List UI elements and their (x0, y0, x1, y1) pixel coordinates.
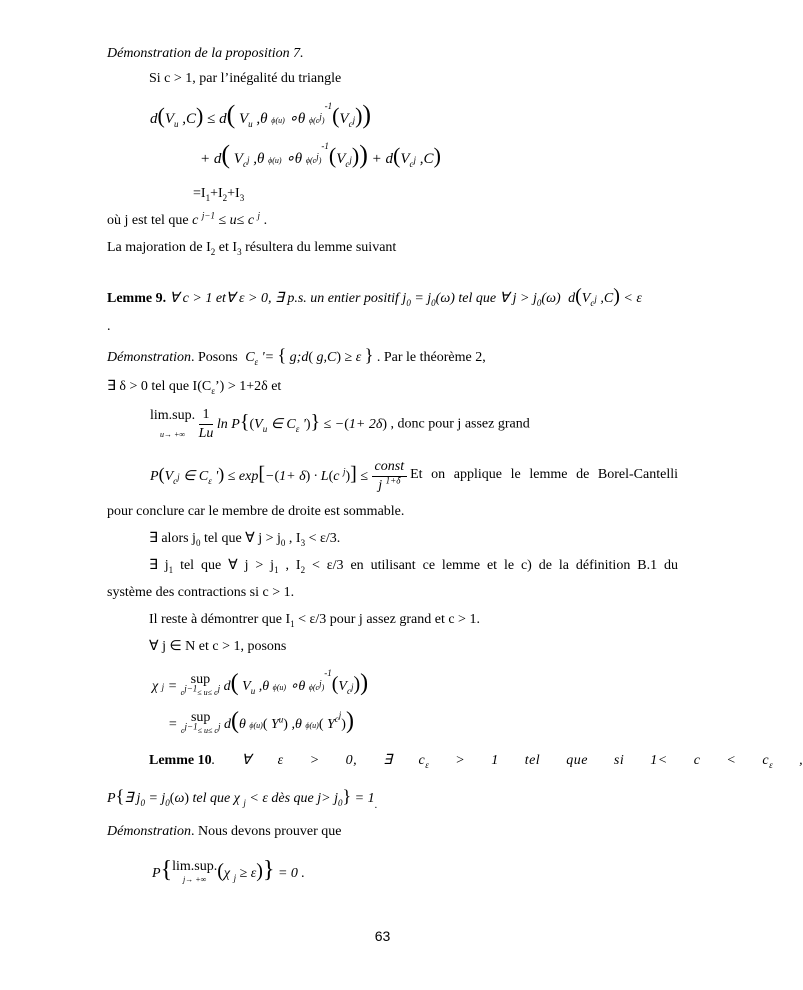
demonstration-posons: Démonstration. Posons $C_\varepsilon$ '= { g;d( g,C) ≥ ε } . Par le théorème 2, (107, 345, 486, 367)
borel-equation: $P(V_{c^j}$ ∈ $C_\varepsilon$ ') ≤ exp[−(1+ δ) · L(c $^j$)] ≤ const j $^{1+\delta}$ (150, 458, 407, 495)
sum-line: $=I_1+I_2+I_3$ (193, 186, 245, 203)
forall-j: ∀ j ∈ N et c > 1, posons (149, 639, 287, 654)
page-number: 63 (374, 928, 391, 944)
lemma-10-probability: P{∃ $j_0 = j_0(\omega)$ tel que χ $_j$ < ε dès que $j> j_0\} = 1_.$ (107, 786, 378, 811)
section-heading: Démonstration de la proposition 7. (107, 46, 304, 61)
where-j: où j est tel que c $^{j-1}$ ≤ u≤ c $^j$ . (107, 210, 268, 228)
limsup-equation: lim.sup. u→ +∞ $\frac{1}{Lu}$ $\ln P\{(V_u$ ∈ $C_\varepsilon$ ')} ≤ −(1+ 2δ) , donc pour j assez grand (150, 407, 530, 441)
lemma-9-dot: . (107, 319, 111, 334)
borel-text: . Et on applique le lemme de Borel-Cantelli (398, 467, 678, 482)
demonstration-prouver: Démonstration. Nous devons prouver que (107, 824, 342, 839)
reste-text: Il reste à démontrer que $I_1 < \varepsilon/3$ pour j assez grand et c > 1. (149, 612, 480, 629)
paragraph-triangle: Si c > 1, par l’inégalité du triangle (149, 71, 342, 86)
j1-line-1: ∃ $j_1$ tel que ∀ $j > j_1$ , $I_2 < \varepsilon/3$ en utilisant ce lemme et le c) de la définition B.1 du (149, 558, 678, 575)
majoration-text: La majoration de $I_2$ et $I_3$ résultera du lemme suivant (107, 240, 397, 257)
j1-line-2: système des contractions si c > 1. (107, 585, 295, 600)
chi-definition-2: = sup $c^{j-1}\le u\le c^j$ d(θ ϕ(u)( $Y^u$) ,θ ϕ(u)( $Y^{c^j}$)) (168, 708, 354, 736)
equation-triangle-1: $d(V_u$ ,C) ≤ d( $V_u$ ,θ ϕ(u) ∘θ $\phi(c^j)^{-1}(V_{c^j})$) (150, 100, 372, 129)
equation-triangle-2: + d( $V_{c^j}$ ,θ ϕ(u) ∘θ $\phi(c^j)^{-1}(V_{c^j})) + d(V_{c^j}$ ,C) (200, 140, 441, 169)
lemma-9: Lemme 9. ∀ c > 1 et∀ ε > 0, ∃ p.s. un entier positif $j_0 = j_0(\omega)$ tel que ∀ $j > j_0(\omega)$ $d(V_{c^j}$ ,C) < ε (107, 285, 642, 308)
final-limsup-equation: P{lim.sup. j→ +∞ (χ $_j$ ≥ ε)} = 0 . (152, 857, 305, 885)
chi-definition-1: χ j = sup $c^{j-1}\le u\le c^j$ d( $V_u$ ,θ ϕ(u) ∘θ $\phi(c^j)^{-1}(V_{c^j})$) (152, 668, 369, 698)
exists-delta: ∃ δ > 0 tel que $I(C_\varepsilon’) > 1+2\delta$ et (107, 379, 282, 396)
conclusion-text: pour conclure car le membre de droite est sommable. (107, 504, 405, 519)
lemma-10: Lemme 10. ∀ ε > 0, ∃ $c_\varepsilon > 1$ tel que si $1< c < c_\varepsilon$ , (149, 753, 803, 770)
alors-j0: ∃ alors $j_0$ tel que ∀ $j > j_0$ , $I_3 < \varepsilon/3$. (149, 531, 341, 548)
